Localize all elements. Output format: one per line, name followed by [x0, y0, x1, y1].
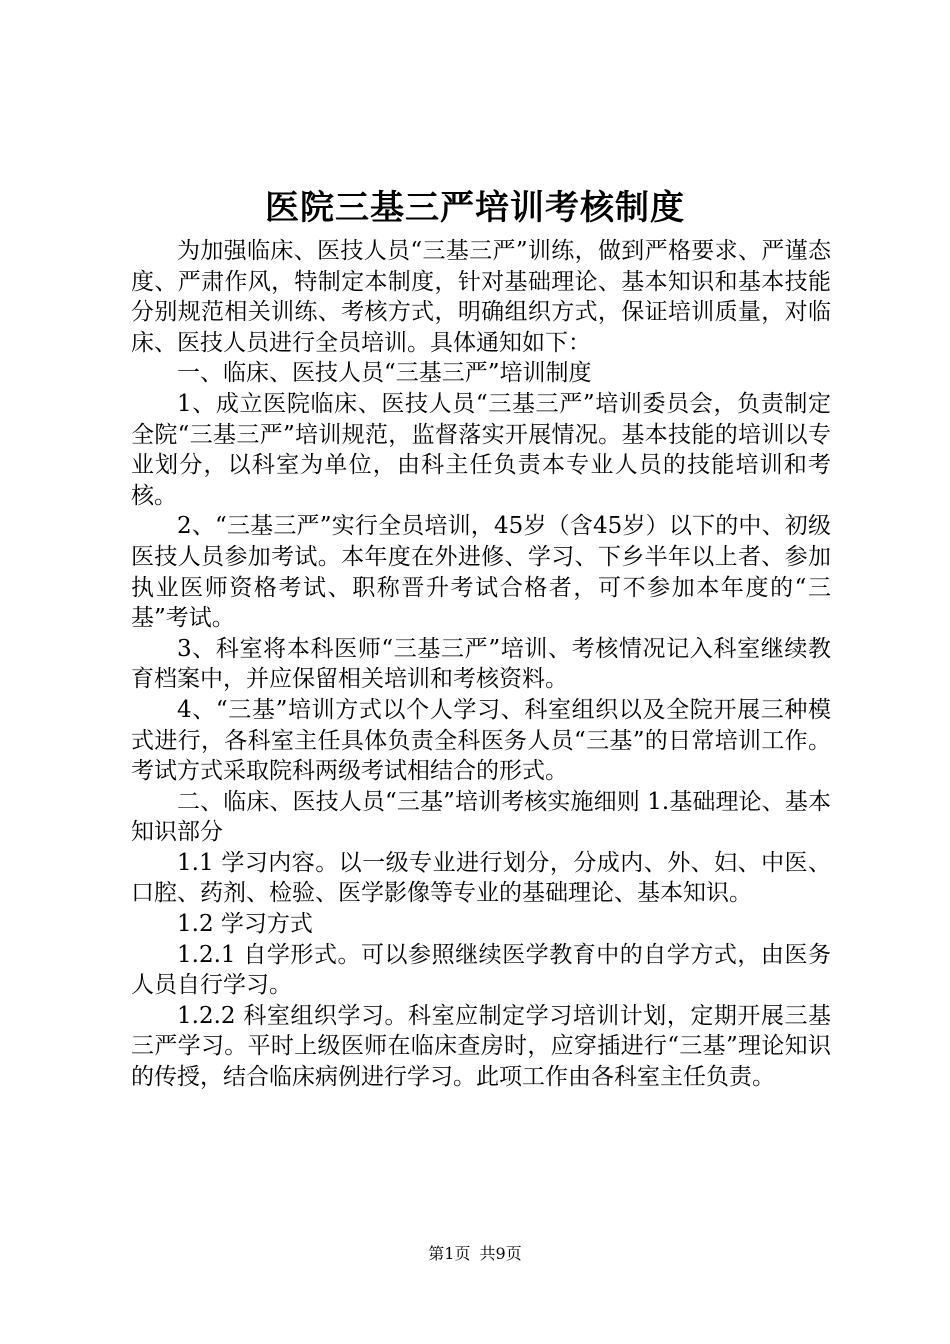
- section-heading-1: 一、临床、医技人员“三基三严”培训制度: [177, 360, 592, 387]
- document-title: 医院三基三严培训考核制度: [265, 188, 685, 228]
- paragraph-intro: 为加强临床、医技人员“三基三严”训练，做到严格要求、严谨态度、严肃作风，特制定本制度，针对基础理论、基本知识和基本技能分别规范相关训练、考核方式，明确组织方式，保证培训质量，对临床、医技人员进行全员培训。具体通知如下：: [131, 238, 831, 356]
- paragraph-1-2: 1.2 学习方式: [177, 911, 313, 938]
- page-number: 第1页: [428, 1244, 471, 1263]
- document-body: [131, 236, 831, 1093]
- paragraph-item-3: 3、科室将本科医师“三基三严”培训、考核情况记入科室继续教育档案中，并应保留相关培训和考核资料。: [131, 635, 831, 693]
- section-heading-2: 二、临床、医技人员“三基”培训考核实施细则 1.基础理论、基本知识部分: [131, 788, 831, 846]
- paragraph-item-2: 2、“三基三严”实行全员培训，45岁（含45岁）以下的中、初级医技人员参加考试。本年度在外进修、学习、下乡半年以上者、参加执业医师资格考试、职称晋升考试合格者，可不参加本年度的“三基”考试。: [131, 513, 831, 632]
- paragraph-1-1: 1.1 学习内容。以一级专业进行划分，分成内、外、妇、中医、口腔、药剂、检验、医学影像等专业的基础理论、基本知识。: [131, 849, 831, 907]
- page-total: 共9页: [479, 1244, 522, 1263]
- page-footer: [0, 1244, 950, 1264]
- paragraph-1-2-1: 1.2.1 自学形式。可以参照继续医学教育中的自学方式，由医务人员自行学习。: [131, 941, 831, 999]
- paragraph-item-4: 4、“三基”培训方式以个人学习、科室组织以及全院开展三种模式进行，各科室主任具体负责全科医务人员“三基”的日常培训工作。考试方式采取院科两级考试相结合的形式。: [131, 696, 831, 785]
- paragraph-item-1: 1、成立医院临床、医技人员“三基三严”培训委员会，负责制定全院“三基三严”培训规范，监督落实开展情况。基本技能的培训以专业划分，以科室为单位，由科主任负责本专业人员的技能培训和考核。: [131, 390, 831, 509]
- paragraph-1-2-2: 1.2.2 科室组织学习。科室应制定学习培训计划，定期开展三基三严学习。平时上级医师在临床查房时，应穿插进行“三基”理论知识的传授，结合临床病例进行学习。此项工作由各科室主任负责。: [131, 1002, 831, 1091]
